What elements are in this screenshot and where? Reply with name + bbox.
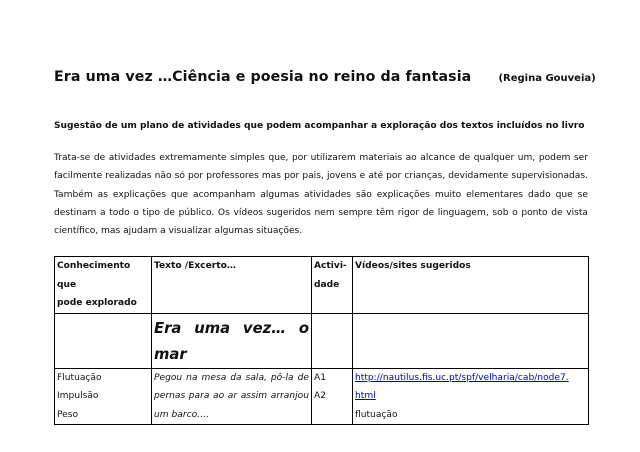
activity-id: A2 [314, 391, 327, 401]
activity-cell [312, 368, 353, 425]
document-subtitle: Sugestão de um plano de atividades que podem acompanhar a exploração dos textos incluídos no livro [54, 121, 585, 131]
header-videos: Vídeos/sites sugeridos [353, 257, 589, 314]
story-title-empty-3 [353, 313, 589, 368]
video-link-part-2[interactable]: html [355, 391, 376, 401]
title-row [54, 66, 596, 85]
knowledge-item: Peso [57, 409, 79, 420]
intro-paragraph: Trata-se de atividades extremamente simples que, por utilizarem materiais ao alcance de qualquer um, podem ser facilmente realizadas não só por professores mas por pais, jovens e até por crianças, devidamente supervisionadas. Também as explicações que acompanham algumas atividades são explicações muito elementares dado que se destinam a todo o tipo de público. Os vídeos sugeridos nem sempre têm rigor de linguagem, sob o ponto de vista científico, mas ajudam a visualizar algumas situações. [54, 153, 588, 237]
story-title-empty-1 [55, 313, 152, 368]
knowledge-cell [55, 368, 152, 425]
knowledge-item: Impulsão [57, 391, 99, 401]
header-activity: Activi- dade [312, 257, 353, 314]
table-header-row [55, 257, 589, 314]
video-caption: flutuação [355, 409, 398, 420]
story-title-empty-2 [312, 313, 353, 368]
header-excerpt: Texto /Excerto… [152, 257, 312, 314]
activities-table [54, 256, 589, 425]
excerpt-cell: Pegou na mesa da sala, pô-la de pernas para ao ar assim arranjou um barco…. [152, 368, 312, 425]
activity-id: A1 [314, 372, 327, 383]
document-author: (Regina Gouveia) [498, 73, 596, 84]
story-title-row [55, 313, 589, 368]
video-link-part-1[interactable]: http://nautilus.fis.uc.pt/spf/velharia/cab/node7. [355, 372, 569, 383]
knowledge-item: Flutuação [57, 372, 102, 383]
document-title: Era uma vez …Ciência e poesia no reino da fantasia [54, 69, 472, 85]
video-link[interactable] [355, 369, 586, 388]
header-knowledge: Conhecimento que pode explorado [55, 257, 152, 314]
video-link-continued[interactable] [355, 387, 586, 406]
table-row [55, 368, 589, 425]
videos-cell [353, 368, 589, 425]
story-title: Era uma vez… o mar [152, 313, 312, 368]
